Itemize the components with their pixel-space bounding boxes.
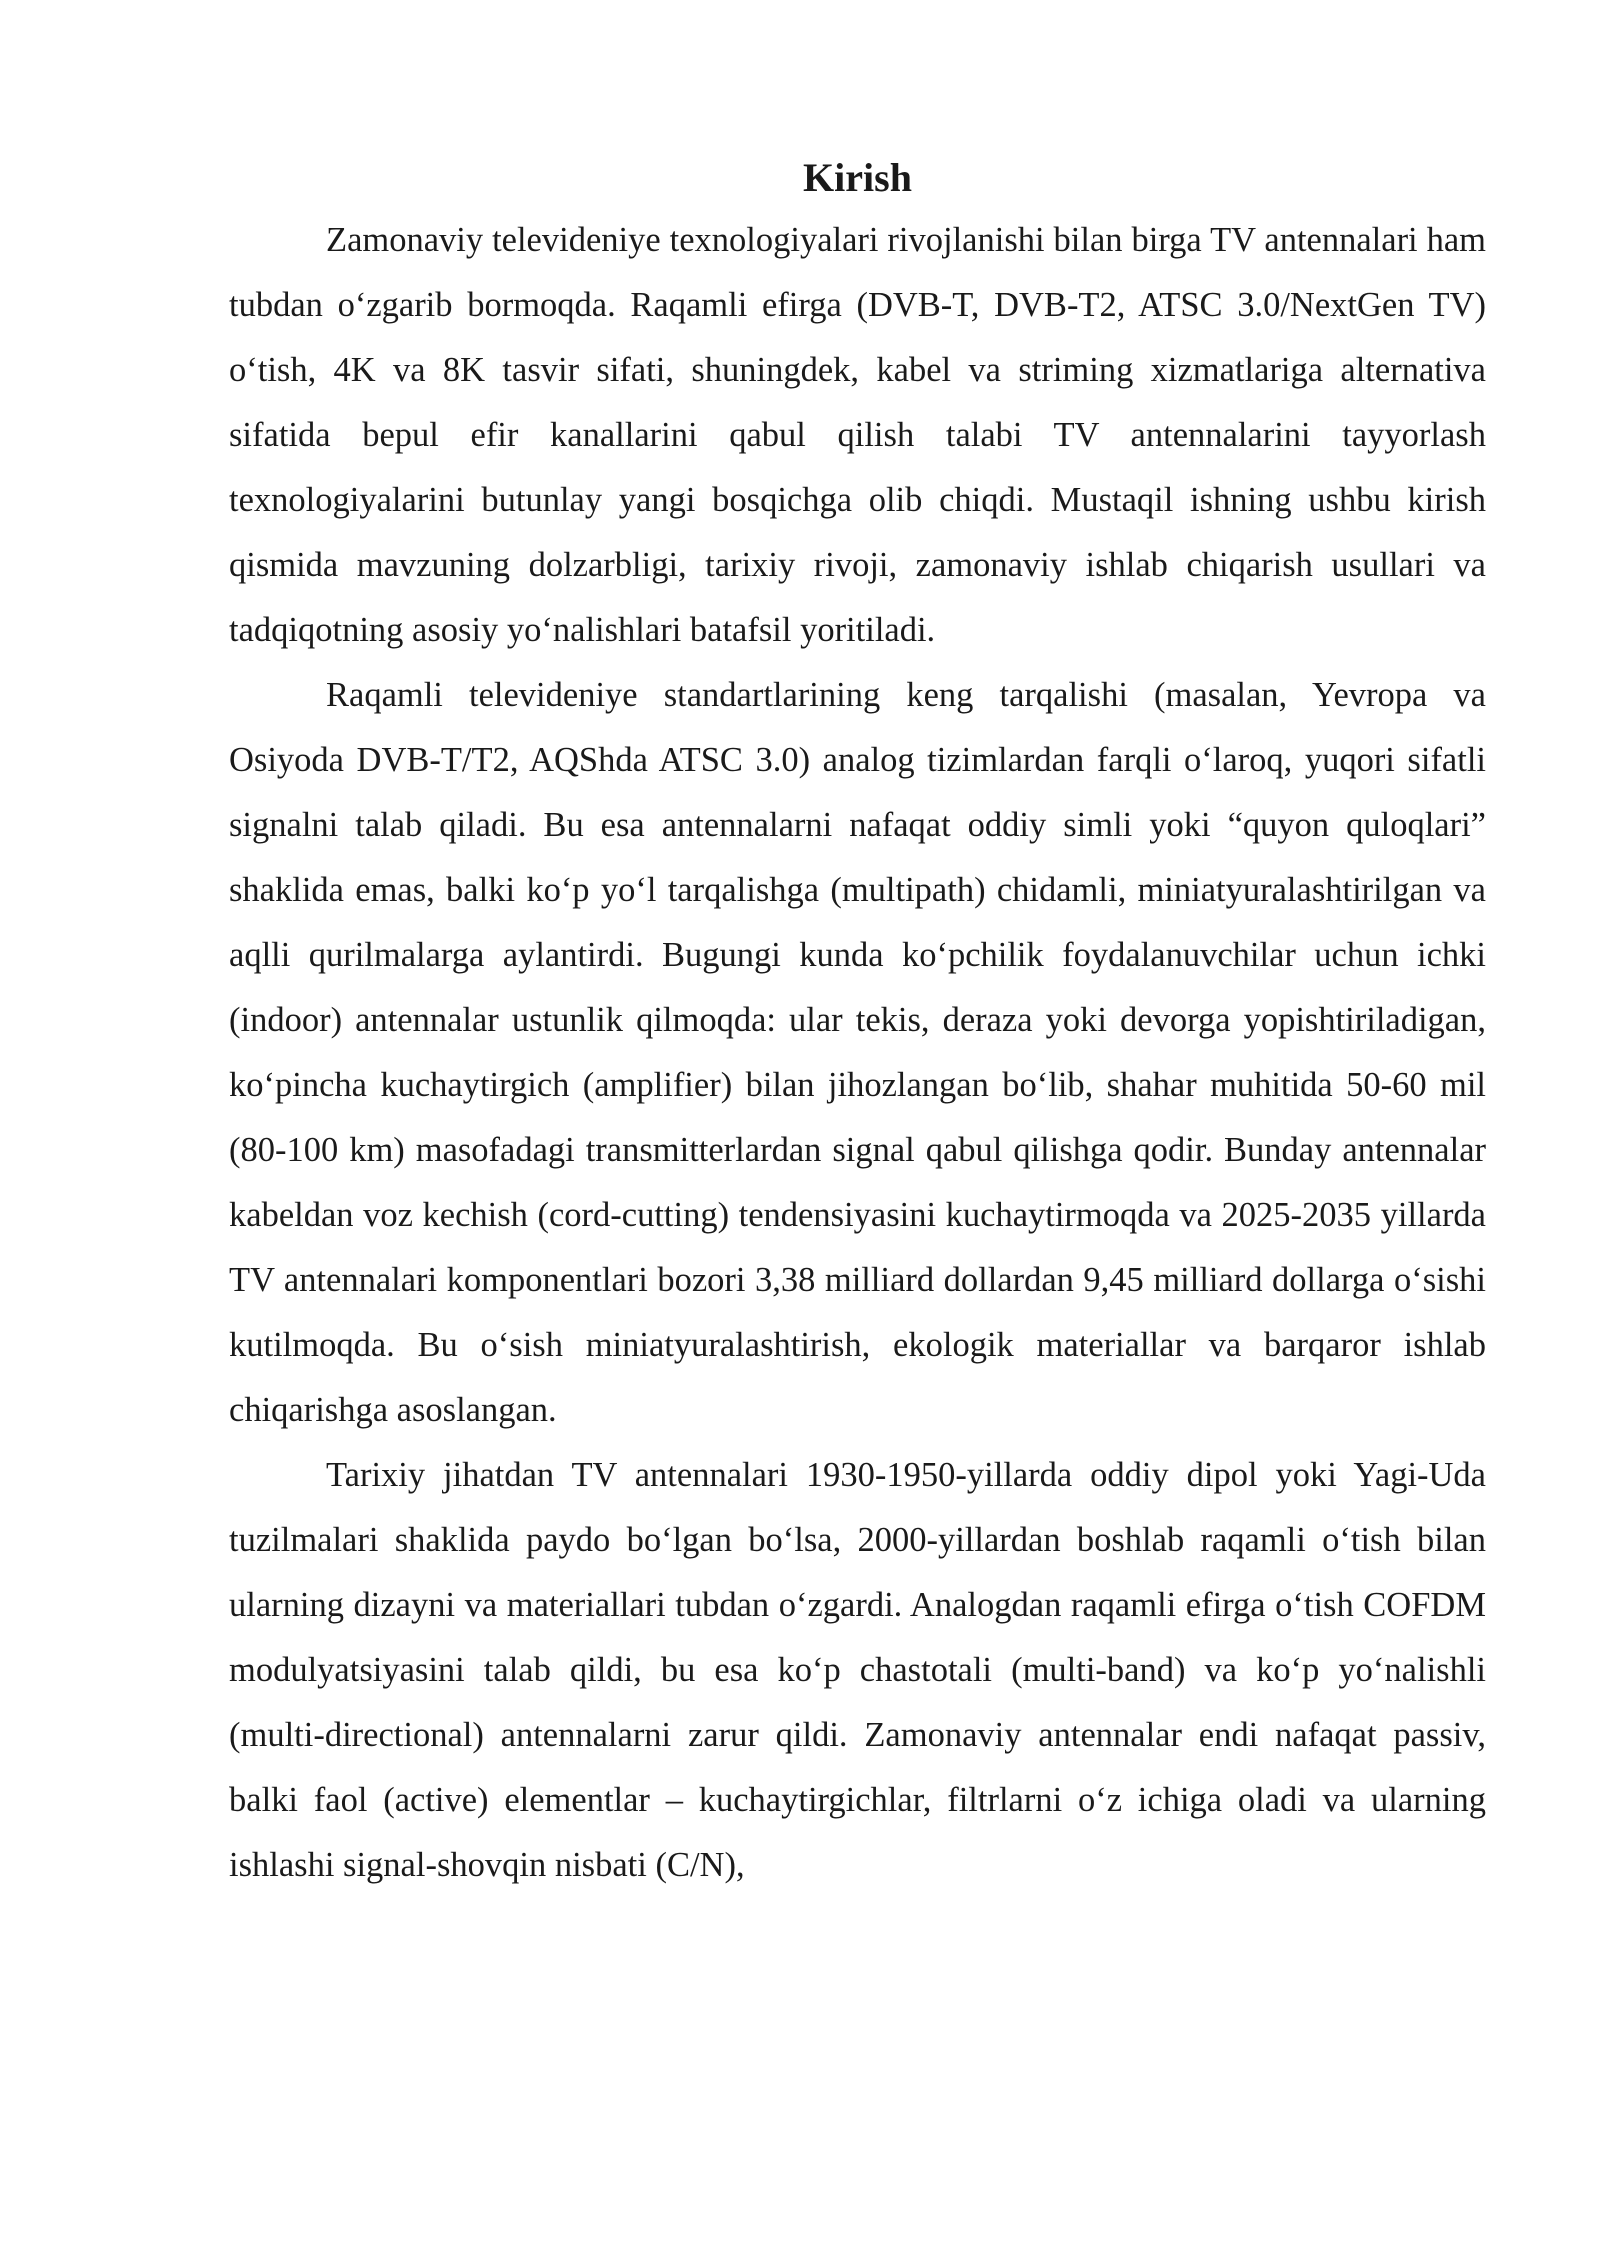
document-body — [229, 150, 1486, 1898]
paragraph-1: Zamonaviy televideniye texnologiyalari rivojlanishi bilan birga TV antennalari ham tubdan o‘zgarib bormoqda. Raqamli efirga (DVB-T, DVB-T2, ATSC 3.0/NextGen TV) o‘tish, 4K va 8K tasvir sifati, shuningdek, kabel va striming xizmatlariga alternativa sifatida bepul efir kanallarini qabul qilish talabi TV antennalarini tayyorlash texnologiyalarini butunlay yangi bosqichga olib chiqdi. Mustaqil ishning ushbu kirish qismida mavzuning dolzarbligi, tarixiy rivoji, zamonaviy ishlab chiqarish usullari va tadqiqotning asosiy yo‘nalishlari batafsil yoritiladi. — [229, 221, 1486, 649]
paragraph-3: Tarixiy jihatdan TV antennalari 1930-1950-yillarda oddiy dipol yoki Yagi-Uda tuzilmalari shaklida paydo bo‘lgan bo‘lsa, 2000-yillardan boshlab raqamli o‘tish bilan ularning dizayni va materiallari tubdan o‘zgardi. Analogdan raqamli efirga o‘tish COFDM modulyatsiyasini talab qildi, bu esa ko‘p chastotali (multi-band) va ko‘p yo‘nalishli (multi-directional) antennalarni zarur qildi. Zamonaviy antennalar endi nafaqat passiv, balki faol (active) elementlar – kuchaytirgichlar, filtrlarni o‘z ichiga oladi va ularning ishlashi signal-shovqin nisbati (C/N), — [229, 1456, 1486, 1884]
section-title: Kirish — [803, 155, 912, 200]
paragraph-2: Raqamli televideniye standartlarining keng tarqalishi (masalan, Yevropa va Osiyoda DVB-T/T2, AQShda ATSC 3.0) analog tizimlardan farqli o‘laroq, yuqori sifatli signalni talab qiladi. Bu esa antennalarni nafaqat oddiy simli yoki “quyon quloqlari” shaklida emas, balki ko‘p yo‘l tarqalishga (multipath) chidamli, miniatyuralashtirilgan va aqlli qurilmalarga aylantirdi. Bugungi kunda ko‘pchilik foydalanuvchilar uchun ichki (indoor) antennalar ustunlik qilmoqda: ular tekis, deraza yoki devorga yopishtiriladigan, ko‘pincha kuchaytirgich (amplifier) bilan jihozlangan bo‘lib, shahar muhitida 50-60 mil (80-100 km) masofadagi transmitterlardan signal qabul qilishga qodir. Bunday antennalar kabeldan voz kechish (cord-cutting) tendensiyasini kuchaytirmoqda va 2025-2035 yillarda TV antennalari komponentlari bozori 3,38 milliard dollardan 9,45 milliard dollarga o‘sishi kutilmoqda. Bu o‘sish miniatyuralashtirish, ekologik materiallar va barqaror ishlab chiqarishga asoslangan. — [229, 676, 1486, 1429]
